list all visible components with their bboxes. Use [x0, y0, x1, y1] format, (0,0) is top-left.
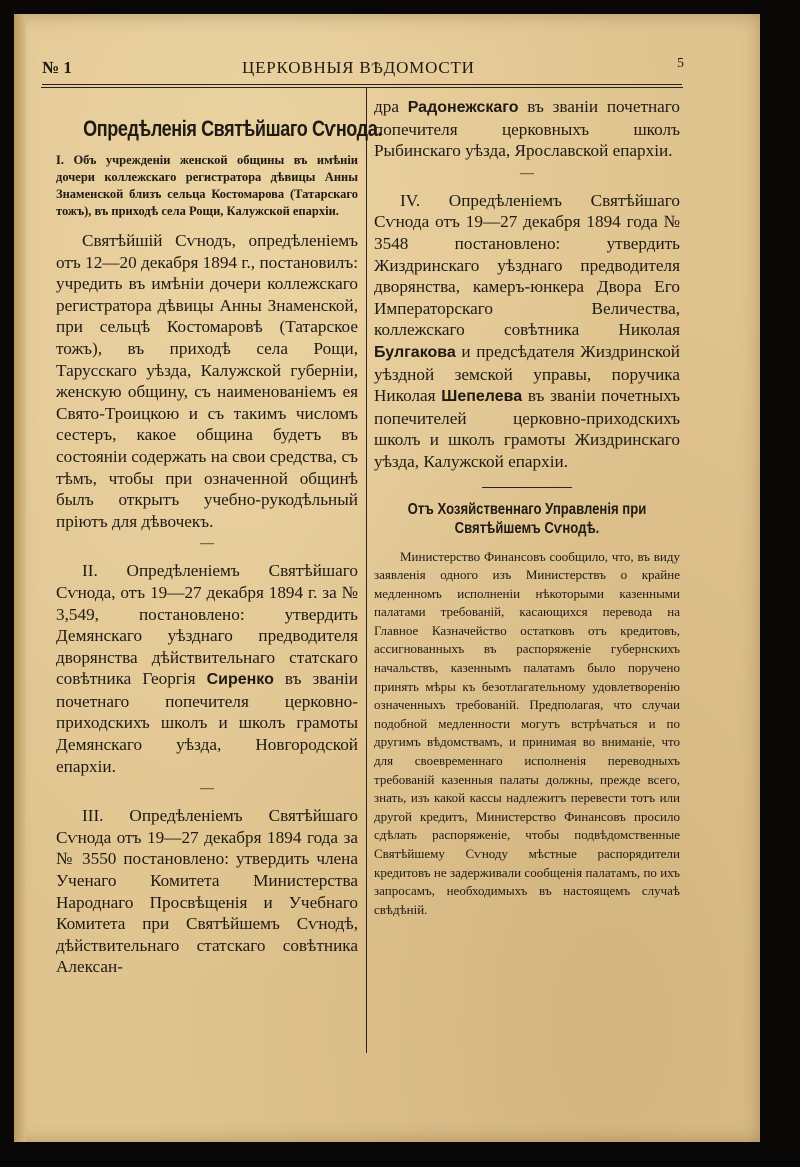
- decree-1-text: Святѣйшій Сѵнодъ, опредѣленіемъ отъ 12—20 декабря 1894 г., постановилъ: учредить въ имѣніи дочери коллежскаго регистратора дѣвицы Анны Знаменской, при сельцѣ Костомаровѣ (Татарское тожъ), въ приходѣ села Рощи, Тарусскаго уѣзда, Калужской губерніи, женскую общину, съ наименованіемъ ея Свято-Троицкою и съ такимъ числомъ сестеръ, какое община будетъ въ состояніи содержать на свои средства, съ тѣмъ, чтобы при означенной общинѣ былъ открытъ учебно-рукодѣльный пріютъ для дѣвочекъ.: [56, 231, 358, 531]
- decree-3-cont-a: дра: [374, 97, 408, 116]
- page-header: [42, 56, 682, 82]
- separator-dash: —: [520, 165, 534, 181]
- decree-3-cont-b: въ званіи почетнаго попечителя церковныхъ школъ Рыбинскаго уѣзда, Ярославской епархіи.: [374, 97, 680, 161]
- decree-4-part-a: IV. Опредѣленіемъ Святѣйшаго Сѵнода отъ 19—27 декабря 1894 года № 3548 постановлено: утвердить Жиздринскаго уѣзднаго предводителя дворянства, камеръ-юнкера Двора Его Императорскаго Величества, коллежскаго совѣтника Николая: [374, 190, 680, 340]
- decree-2-name: Сиренко: [206, 671, 274, 689]
- section-2-title: Отъ Хозяйственнаго Управленія при Святѣйшемъ Сѵнодѣ.: [407, 500, 647, 537]
- decree-1-subtitle: I. Объ учрежденіи женской общины въ имѣніи дочери коллежскаго регистратора дѣвицы Анны Знаменской близъ сельца Костомарова (Татарскаго тожъ), въ приходѣ села Рощи, Калужской епархіи.: [56, 153, 358, 218]
- decree-4-text: [374, 190, 680, 473]
- header-rule: [42, 84, 682, 85]
- decree-2-part-a: II. Опредѣленіемъ Святѣйшаго Сѵнода, отъ 19—27 декабря 1894 г. за № 3,549, постановлено: утвердить Демянскаго уѣзднаго предводителя дворянства дѣйствительнаго статскаго совѣтника Георгія: [56, 561, 358, 689]
- decree-2-text: [56, 560, 358, 777]
- header-rule-second: [41, 87, 683, 88]
- right-column: [374, 96, 680, 919]
- decree-4-part-c: въ званіи почетныхъ попечителей церковно-приходскихъ школъ и школъ грамоты Жиздринскаго уѣзда, Калужской епархіи.: [374, 386, 680, 471]
- decree-4-part-b: и предсѣдателя Жиздринской уѣздной земской управы, поручика Николая: [374, 341, 680, 406]
- publication-title: ЦЕРКОВНЫЯ ВѢДОМОСТИ: [242, 58, 475, 77]
- section-rule: [482, 487, 572, 488]
- page-gutter: [14, 14, 26, 1142]
- issue-number: № 1: [42, 58, 72, 77]
- decree-3-continuation: [374, 96, 680, 162]
- decree-3-name: Радонежскаго: [407, 99, 519, 116]
- page-number: 5: [677, 56, 684, 71]
- separator-dash: —: [200, 536, 214, 552]
- decree-4-name-2: Шепелева: [441, 388, 523, 406]
- separator-dash: —: [200, 781, 214, 797]
- section-title: Опредѣленія Святѣйшаго Сѵнода.: [83, 116, 382, 141]
- notice-text: Министерство Финансовъ сообщило, что, въ виду заявленія одного изъ Министерствъ о крайне медленномъ исполненіи нѣкоторыми казенными палатами требованій, касающихся перевода на Главное Казначейство остатковъ отъ кредитовъ, ассигнованныхъ въ распоряженіе губернскихъ начальствъ, казеннымъ палатамъ было поручено принять мѣры къ безотлагательному удовлетворенію означенныхъ требованій. Предполагая, что случаи подобной медленности могутъ встрѣчаться и по другимъ вѣдомствамъ, и принимая во вниманіе, что для своевременнаго исполненія переводныхъ требованій казенныя палаты должны, прежде всего, знать, изъ какой кассы надлежитъ перевести тотъ или другой кредитъ, Министерство Финансовъ просило сдѣлать распоряженіе, чтобы подвѣдомственные Святѣйшему Сѵноду мѣстные распорядители кредитовъ не задерживали сообщенія палатамъ, по ихъ запросамъ, необходимыхъ въ настоящемъ случаѣ свѣдѣній.: [374, 548, 680, 917]
- column-separator: [366, 88, 367, 1053]
- decree-4-name-1: Булгакова: [374, 343, 456, 361]
- left-column: [56, 96, 382, 978]
- decree-2-part-b: въ званіи почетнаго попечителя церковно-приходскихъ школъ и школъ грамоты Демянскаго уѣзда, Новгородской епархіи.: [56, 669, 358, 776]
- decree-3-text: III. Опредѣленіемъ Святѣйшаго Сѵнода отъ 19—27 декабря 1894 года за № 3550 постановлено: утвердить члена Ученаго Комитета Министерства Народнаго Просвѣщенія и Учебнаго Комитета при Святѣйшемъ Сѵнодѣ, дѣйствительнаго статскаго совѣтника Алексан-: [56, 806, 358, 977]
